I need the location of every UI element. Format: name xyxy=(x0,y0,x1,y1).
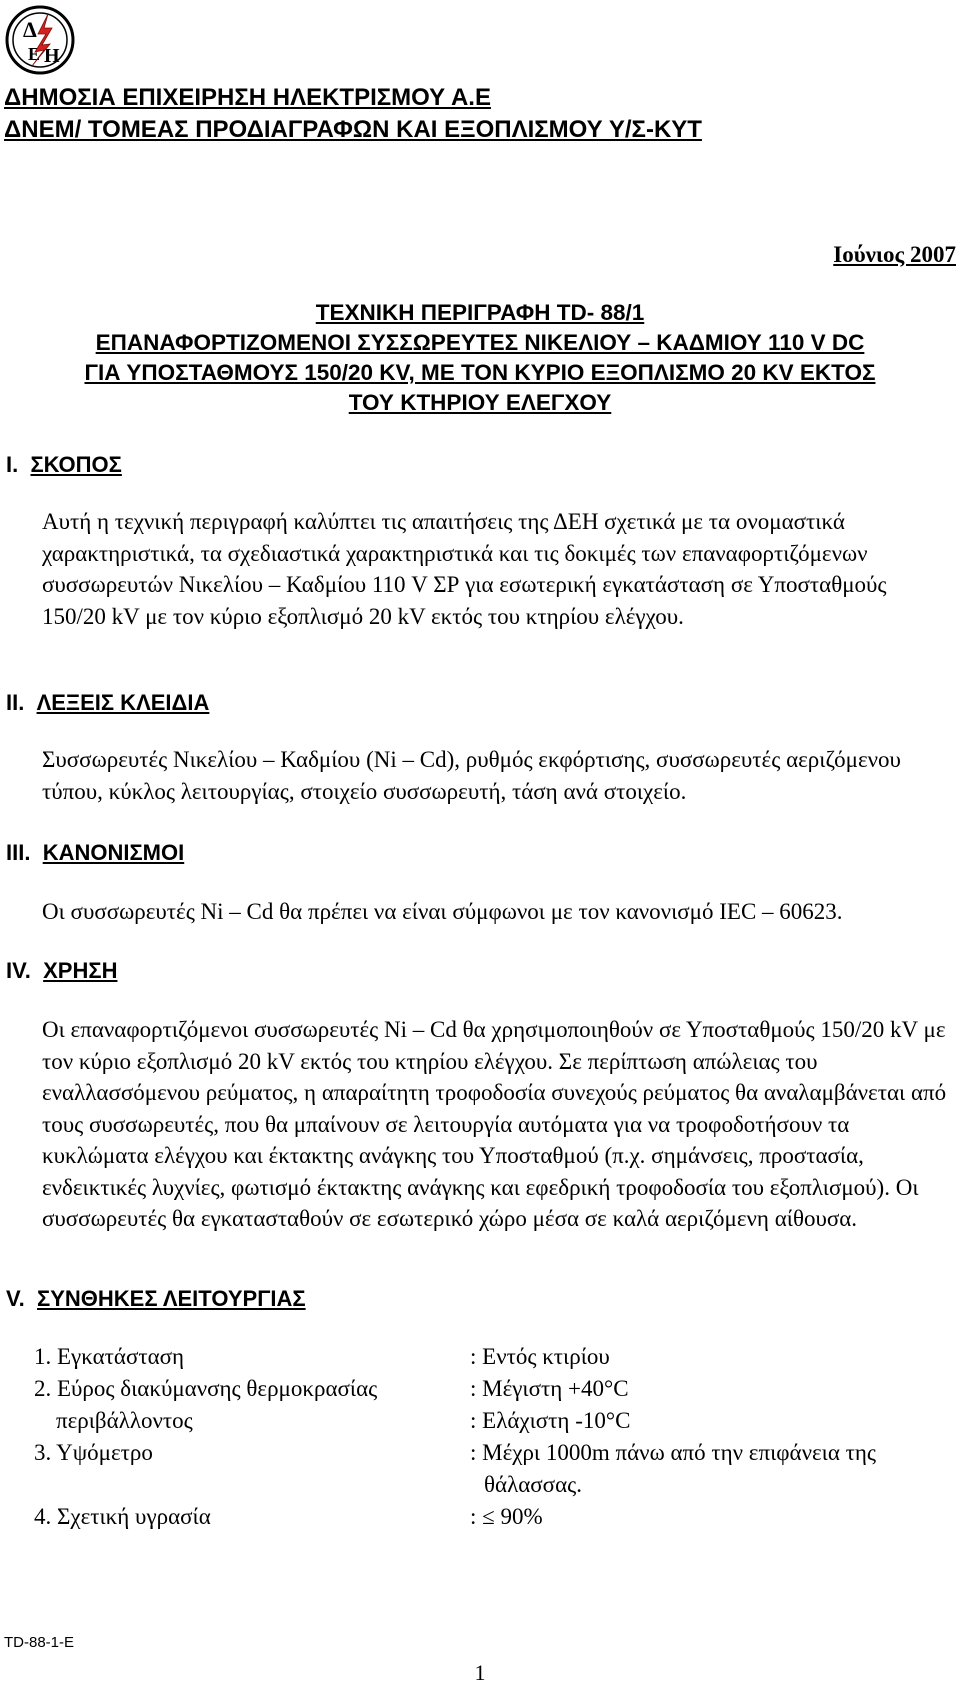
condition-value-temperature-max: : Μέγιστη +40°C xyxy=(470,1376,629,1401)
doc-title-line-2: ΕΠΑΝΑΦΟΡΤΙΖΟΜΕΝΟΙ ΣΥΣΣΩΡΕΥΤΕΣ ΝΙΚΕΛΙΟΥ – ΚΑΔΜΙΟΥ 110 V DC xyxy=(95,330,865,355)
page-number: 1 xyxy=(474,1660,486,1685)
condition-label-installation: 1. Εγκατάσταση xyxy=(34,1344,185,1369)
section-text-keywords: Συσσωρευτές Νικελίου – Καδμίου (Ni – Cd), ρυθμός εκφόρτισης, συσσωρευτές αεριζόμενου τύπου, κύκλος λειτουργίας, στοιχείο συσσωρευτή, τάση ανά στοιχείο. xyxy=(42,747,901,804)
condition-value-altitude: : Μέχρι 1000m πάνω από την επιφάνεια της xyxy=(470,1440,877,1465)
section-text-regulations: Οι συσσωρευτές Ni – Cd θα πρέπει να είναι σύμφωνοι με τον κανονισμό IEC – 60623. xyxy=(42,899,843,924)
section-number: II. xyxy=(6,690,25,715)
condition-label-temperature-cont: περιβάλλοντος xyxy=(56,1408,193,1433)
section-title: ΣΚΟΠΟΣ xyxy=(30,452,122,477)
section-title: ΚΑΝΟΝΙΣΜΟΙ xyxy=(42,840,185,865)
section-heading-keywords xyxy=(6,690,209,716)
section-number: IV. xyxy=(6,958,31,983)
section-text-usage: Οι επαναφορτιζόμενοι συσσωρευτές Ni – Cd θα χρησιμοποιηθούν σε Υποσταθμούς 150/20 kV με τον κύριο εξοπλισμό 20 kV εκτός του κτηρίου ελέγχου. Σε περίπτωση απώλειας του εναλλασσόμενου ρεύματος, η απαραίτητη τροφοδοσία συνεχούς ρεύματος θα αναλαμβάνεται από τους συσσωρευτές, που θα μπαίνουν σε λειτουργία αυτόματα για να τροφοδοτήσουν τα κυκλώματα ελέγχου και έκτακτης ανάγκης του Υποσταθμού (π.χ. σημάνσεις, προστασία, ενδεικτικές λυχνίες, φωτισμό έκτακτης ανάγκης και εφεδρική τροφοδοσία του εξοπλισμού). Οι συσσωρευτές θα εγκατασταθούν σε εσωτερικό χώρο μέσα σε καλά αεριζόμενη αίθουσα. xyxy=(42,1017,947,1231)
org-department: ΔΝΕΜ/ ΤΟΜΕΑΣ ΠΡΟΔΙΑΓΡΑΦΩΝ ΚΑΙ ΕΞΟΠΛΙΣΜΟΥ Υ/Σ-ΚΥΤ xyxy=(4,116,702,143)
condition-label-humidity: 4. Σχετική υγρασία xyxy=(34,1504,211,1529)
document-code: TD-88-1-E xyxy=(4,1634,75,1651)
condition-label-altitude: 3. Υψόμετρο xyxy=(34,1440,153,1465)
svg-text:H: H xyxy=(44,45,60,67)
section-number: III. xyxy=(6,840,31,865)
condition-label-temperature: 2. Εύρος διακύμανσης θερμοκρασίας xyxy=(34,1376,378,1401)
condition-value-installation: : Εντός κτιρίου xyxy=(470,1344,610,1369)
section-text-scope: Αυτή η τεχνική περιγραφή καλύπτει τις απαιτήσεις της ΔΕΗ σχετικά με τα ονομαστικά χαρακτηριστικά, τα σχεδιαστικά χαρακτηριστικά και τις δοκιμές των επαναφορτιζόμενων συσσωρευτών Νικελίου – Καδμίου 110 V ΣΡ για εσωτερική εγκατάσταση σε Υποσταθμούς 150/20 kV με τον κύριο εξοπλισμό 20 kV εκτός του κτηρίου ελέγχου. xyxy=(42,509,887,629)
section-number: V. xyxy=(6,1286,25,1311)
doc-title-line-1: ΤΕΧΝΙΚΗ ΠΕΡΙΓΡΑΦΗ TD- 88/1 xyxy=(315,300,645,325)
condition-value-humidity: : ≤ 90% xyxy=(470,1504,543,1529)
dei-logo xyxy=(4,4,76,76)
doc-title-line-3: ΓΙΑ ΥΠΟΣΤΑΘΜΟΥΣ 150/20 KV, ΜΕ ΤΟΝ ΚΥΡΙΟ ΕΞΟΠΛΙΣΜΟ 20 KV ΕΚΤΟΣ xyxy=(84,360,876,385)
org-name: ΔΗΜΟΣΙΑ ΕΠΙΧΕΙΡΗΣΗ ΗΛΕΚΤΡΙΣΜΟΥ Α.Ε xyxy=(4,84,491,111)
section-heading-regulations xyxy=(6,840,184,866)
section-number: I. xyxy=(6,452,19,477)
svg-text:E: E xyxy=(28,44,41,64)
section-title: ΣΥΝΘΗΚΕΣ ΛΕΙΤΟΥΡΓΙΑΣ xyxy=(37,1286,306,1311)
section-title: ΧΡΗΣΗ xyxy=(43,958,118,983)
condition-value-altitude-cont: θάλασσας. xyxy=(484,1472,582,1497)
section-heading-usage xyxy=(6,958,117,984)
condition-value-temperature-min: : Ελάχιστη -10°C xyxy=(470,1408,631,1433)
section-title: ΛΕΞΕΙΣ ΚΛΕΙΔΙΑ xyxy=(36,690,210,715)
doc-title-line-4: ΤΟΥ ΚΤΗΡΙΟΥ ΕΛΕΓΧΟΥ xyxy=(348,390,612,415)
document-date: Ιούνιος 2007 xyxy=(833,242,956,267)
section-heading-operating-conditions xyxy=(6,1286,306,1312)
section-heading-scope xyxy=(6,452,122,478)
svg-text:Δ: Δ xyxy=(23,17,37,42)
